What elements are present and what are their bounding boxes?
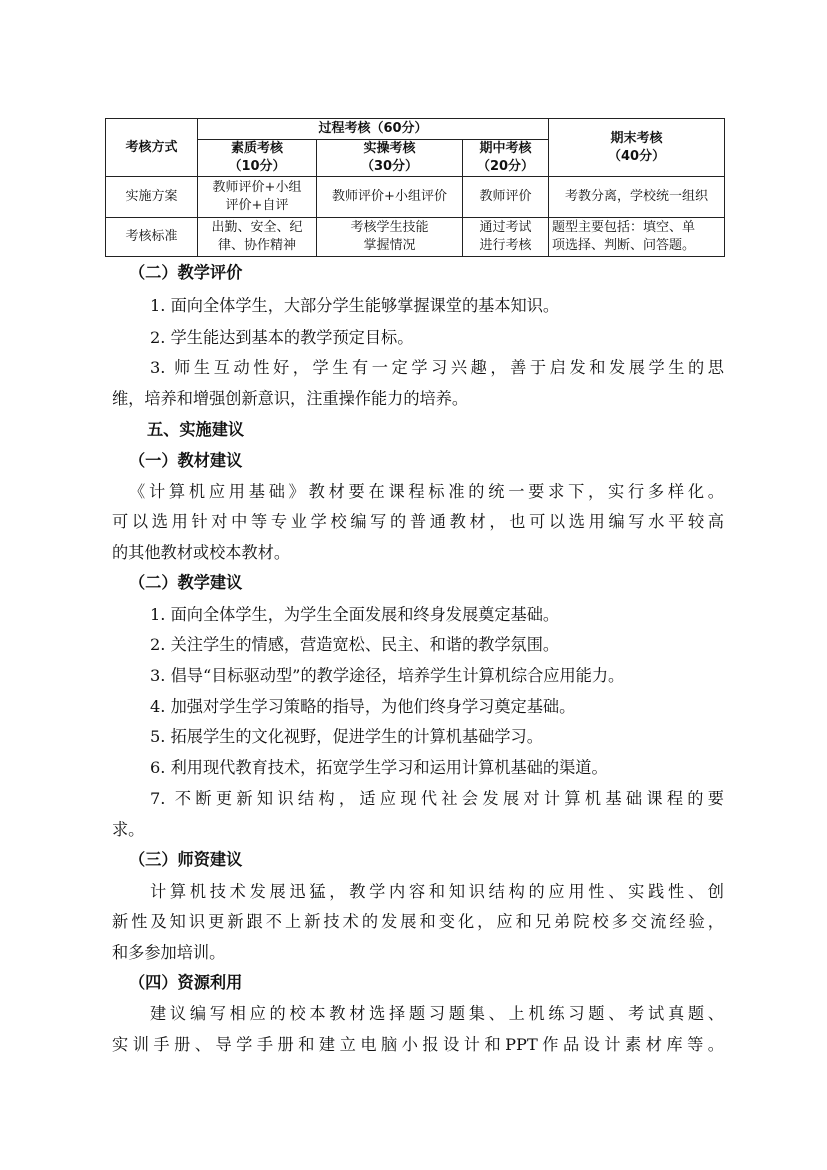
list-item: 2. 学生能达到基本的教学预定目标。: [150, 328, 414, 347]
list-item: 1. 面向全体学生，为学生全面发展和终身发展奠定基础。: [150, 605, 560, 624]
cell-text: 教师评价: [479, 189, 532, 204]
header-practical-title: 实操考核: [363, 141, 416, 156]
paragraph-line: 实训手册、导学手册和建立电脑小报设计和PPT作品设计素材库等。: [112, 1035, 724, 1054]
header-quality: [198, 140, 317, 177]
cell-text: 考核学生技能: [350, 220, 429, 235]
list-item: 3. 师生互动性好，学生有一定学习兴趣，善于启发和发展学生的思: [150, 358, 724, 377]
paragraph-line: 的其他教材或校本教材。: [112, 543, 291, 562]
section-heading: （二）教学建议: [129, 573, 243, 592]
paragraph-line: 建议编写相应的校本教材选择题习题集、上机练习题、考试真题、: [150, 1004, 724, 1023]
cell-final: [549, 218, 725, 257]
cell-text: 教师评价+小组评价: [332, 189, 447, 204]
header-method: 考核方式: [106, 119, 198, 177]
cell-practical: [317, 177, 463, 218]
cell-text: 项选择、判断、问答题。: [552, 238, 696, 253]
section-heading: （二）教学评价: [129, 263, 243, 282]
list-item: 2. 关注学生的情感，营造宽松、民主、和谐的教学氛围。: [150, 635, 560, 654]
cell-text: 考教分离，学校统一组织: [565, 189, 709, 204]
list-item: 5. 拓展学生的文化视野，促进学生的计算机基础学习。: [150, 727, 543, 746]
chapter-heading: 五、实施建议: [147, 420, 245, 439]
paragraph-line: 求。: [112, 820, 145, 839]
paragraph-line: 《计算机应用基础》教材要在课程标准的统一要求下，实行多样化。: [129, 482, 724, 501]
paragraph-line: 维，培养和增强创新意识，注重操作能力的培养。: [112, 389, 469, 408]
header-quality-points: （10分）: [228, 159, 286, 174]
cell-midterm: [463, 218, 549, 257]
list-item: 3. 倡导“目标驱动型”的教学途径，培养学生计算机综合应用能力。: [150, 666, 625, 685]
cell-quality: [198, 177, 317, 218]
table-row: [106, 177, 725, 218]
cell-text: 掌握情况: [363, 238, 416, 253]
header-final-points: （40分）: [607, 148, 666, 164]
list-item: 7. 不断更新知识结构，适应现代社会发展对计算机基础课程的要: [150, 789, 724, 808]
section-heading: （三）师资建议: [129, 850, 243, 869]
paragraph-line: 可以选用针对中等专业学校编写的普通教材，也可以选用编写水平较高: [112, 512, 724, 531]
cell-text: 评价+自评: [225, 198, 289, 213]
list-item: 6. 利用现代教育技术，拓宽学生学习和运用计算机基础的渠道。: [150, 758, 608, 777]
cell-final: [549, 177, 725, 218]
section-heading: （四）资源利用: [129, 973, 243, 992]
header-practical: [317, 140, 463, 177]
cell-text: 教师评价+小组: [212, 180, 302, 195]
cell-text: 通过考试: [479, 220, 532, 235]
header-midterm: [463, 140, 549, 177]
cell-text: 出勤、安全、纪: [211, 220, 303, 235]
cell-text: 律、协作精神: [217, 238, 296, 253]
header-process: 过程考核（60分）: [198, 119, 549, 140]
list-item: 4. 加强对学生学习策略的指导，为他们终身学习奠定基础。: [150, 697, 576, 716]
assessment-table: [105, 118, 725, 257]
header-final-title: 期末考核: [610, 130, 663, 146]
table-row: [106, 218, 725, 257]
section-heading: （一）教材建议: [129, 451, 243, 470]
table-header-row: [106, 119, 725, 140]
cell-text: 题型主要包括：填空、单: [552, 220, 696, 235]
row-label: 实施方案: [106, 177, 198, 218]
list-item: 1. 面向全体学生，大部分学生能够掌握课堂的基本知识。: [150, 296, 560, 315]
row-label: 考核标准: [106, 218, 198, 257]
header-midterm-title: 期中考核: [479, 141, 532, 156]
header-final: [549, 119, 725, 177]
cell-midterm: [463, 177, 549, 218]
cell-practical: [317, 218, 463, 257]
header-practical-points: （30分）: [360, 159, 419, 174]
paragraph-line: 和多参加培训。: [112, 943, 226, 962]
header-quality-title: 素质考核: [230, 141, 283, 156]
cell-text: 进行考核: [479, 238, 532, 253]
paragraph-line: 新性及知识更新跟不上新技术的发展和变化，应和兄弟院校多交流经验，: [112, 912, 724, 931]
header-midterm-points: （20分）: [476, 159, 535, 174]
cell-quality: [198, 218, 317, 257]
paragraph-line: 计算机技术发展迅猛，教学内容和知识结构的应用性、实践性、创: [150, 882, 724, 901]
